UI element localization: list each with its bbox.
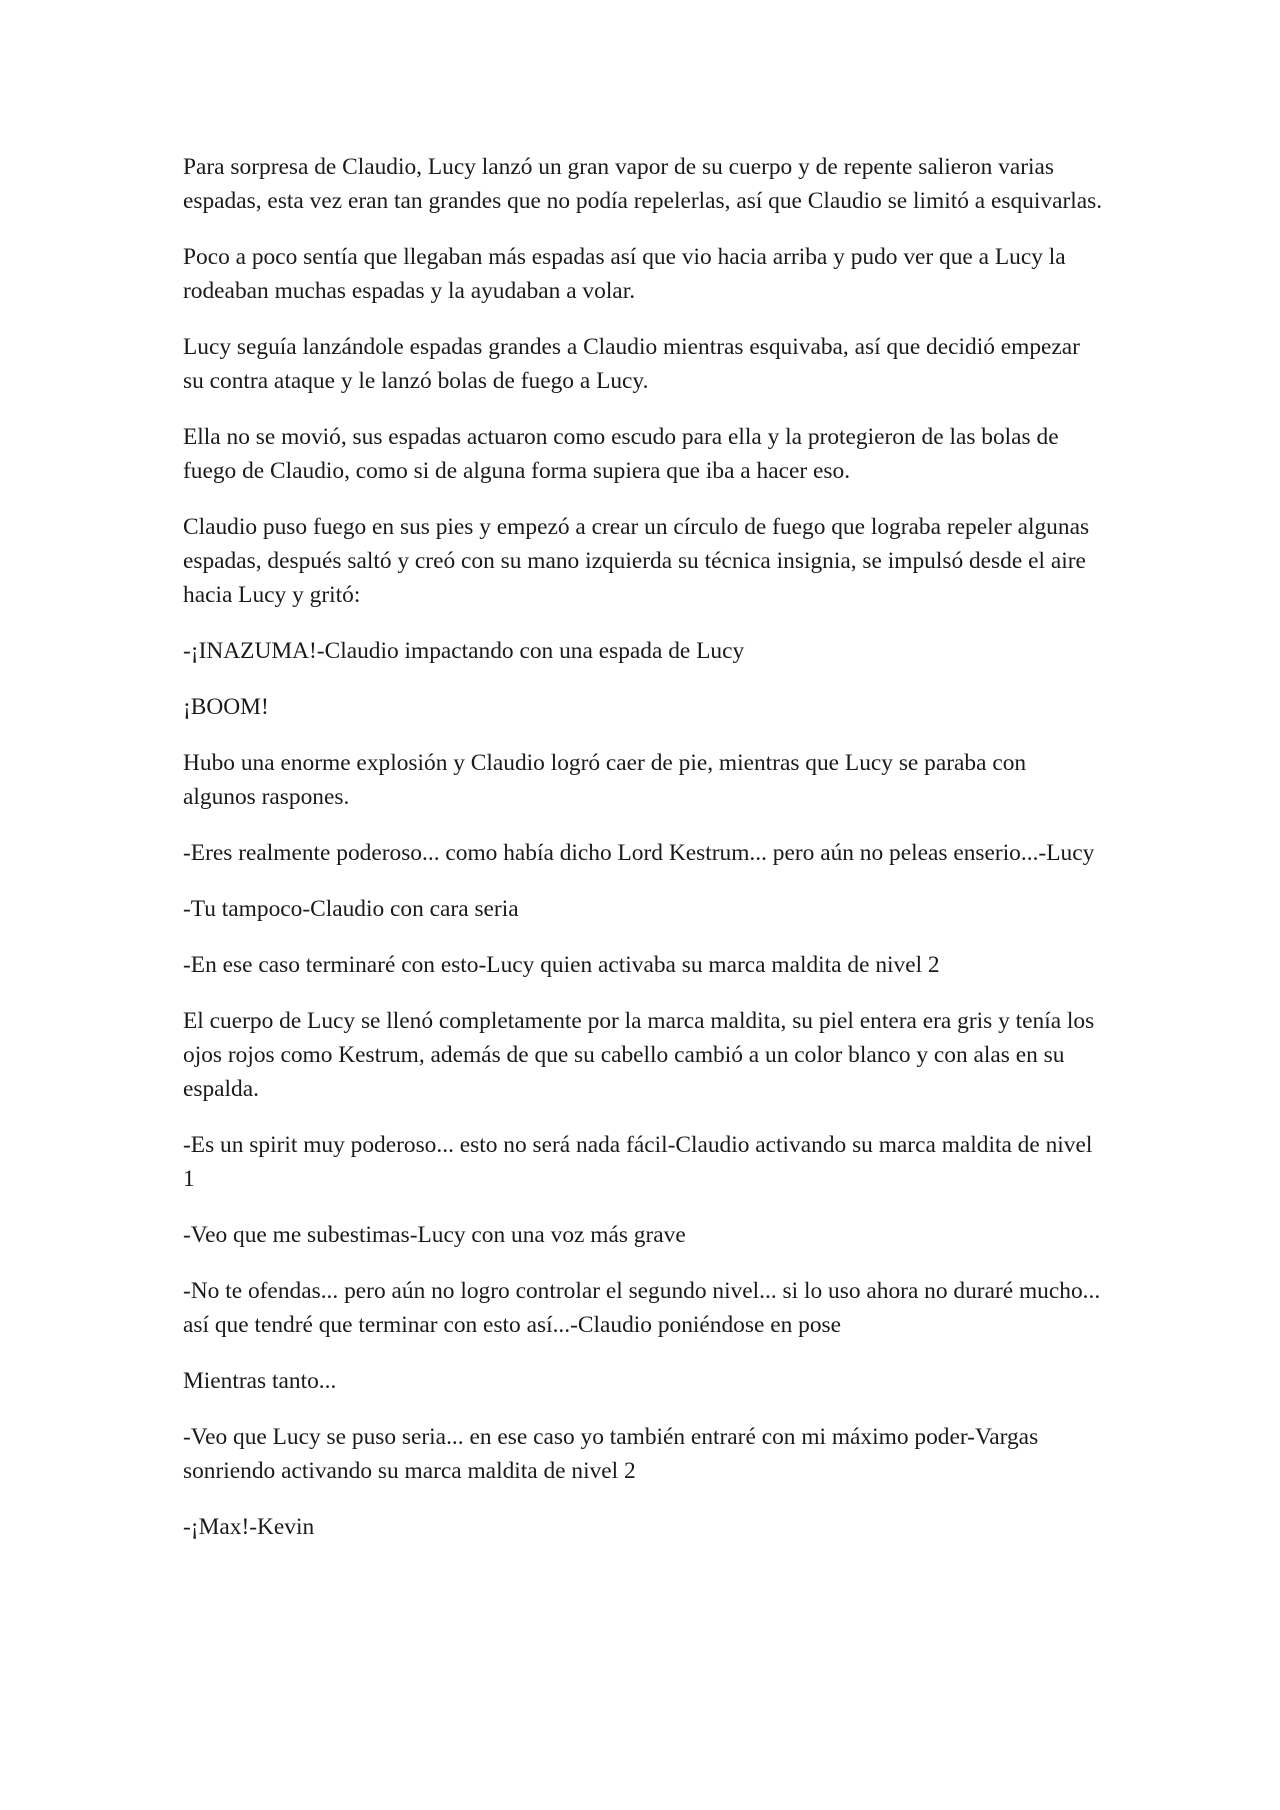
paragraph: ¡BOOM! xyxy=(183,694,269,720)
paragraph: El cuerpo de Lucy se llenó completamente por la marca maldita, su piel entera era gris y tenía los ojos rojos como Kestrum, además de que su cabello cambió a un color blanco y con alas en su espalda. xyxy=(183,1008,1095,1102)
paragraph: -Tu tampoco-Claudio con cara seria xyxy=(183,896,519,922)
paragraph: -En ese caso terminaré con esto-Lucy quien activaba su marca maldita de nivel 2 xyxy=(183,952,940,978)
paragraph: -Es un spirit muy poderoso... esto no será nada fácil-Claudio activando su marca maldita de nivel 1 xyxy=(183,1132,1093,1192)
paragraph: -Veo que me subestimas-Lucy con una voz más grave xyxy=(183,1222,686,1248)
paragraph: -Eres realmente poderoso... como había dicho Lord Kestrum... pero aún no peleas enserio...-Lucy xyxy=(183,840,1095,866)
paragraph: Hubo una enorme explosión y Claudio logró caer de pie, mientras que Lucy se paraba con algunos raspones. xyxy=(183,750,1027,810)
paragraph: -No te ofendas... pero aún no logro controlar el segundo nivel... si lo uso ahora no duraré mucho... así que tendré que terminar con esto así...-Claudio poniéndose en pose xyxy=(183,1278,1101,1338)
paragraph: Claudio puso fuego en sus pies y empezó a crear un círculo de fuego que lograba repeler algunas espadas, después saltó y creó con su mano izquierda su técnica insignia, se impulsó desde el aire hacia Lucy y gritó: xyxy=(183,514,1090,608)
paragraph: -¡Max!-Kevin xyxy=(183,1514,315,1540)
paragraph: -Veo que Lucy se puso seria... en ese caso yo también entraré con mi máximo poder-Vargas sonriendo activando su marca maldita de nivel 2 xyxy=(183,1424,1039,1484)
paragraph: -¡INAZUMA!-Claudio impactando con una espada de Lucy xyxy=(183,638,745,664)
paragraph: Mientras tanto... xyxy=(183,1368,337,1394)
paragraph: Para sorpresa de Claudio, Lucy lanzó un gran vapor de su cuerpo y de repente salieron varias espadas, esta vez eran tan grandes que no podía repelerlas, así que Claudio se limitó a esquivarlas. xyxy=(183,154,1103,214)
document-body xyxy=(183,150,1103,1566)
paragraph: Poco a poco sentía que llegaban más espadas así que vio hacia arriba y pudo ver que a Lucy la rodeaban muchas espadas y la ayudaban a volar. xyxy=(183,244,1066,304)
paragraph: Lucy seguía lanzándole espadas grandes a Claudio mientras esquivaba, así que decidió empezar su contra ataque y le lanzó bolas de fuego a Lucy. xyxy=(183,334,1080,394)
paragraph: Ella no se movió, sus espadas actuaron como escudo para ella y la protegieron de las bolas de fuego de Claudio, como si de alguna forma supiera que iba a hacer eso. xyxy=(183,424,1059,484)
